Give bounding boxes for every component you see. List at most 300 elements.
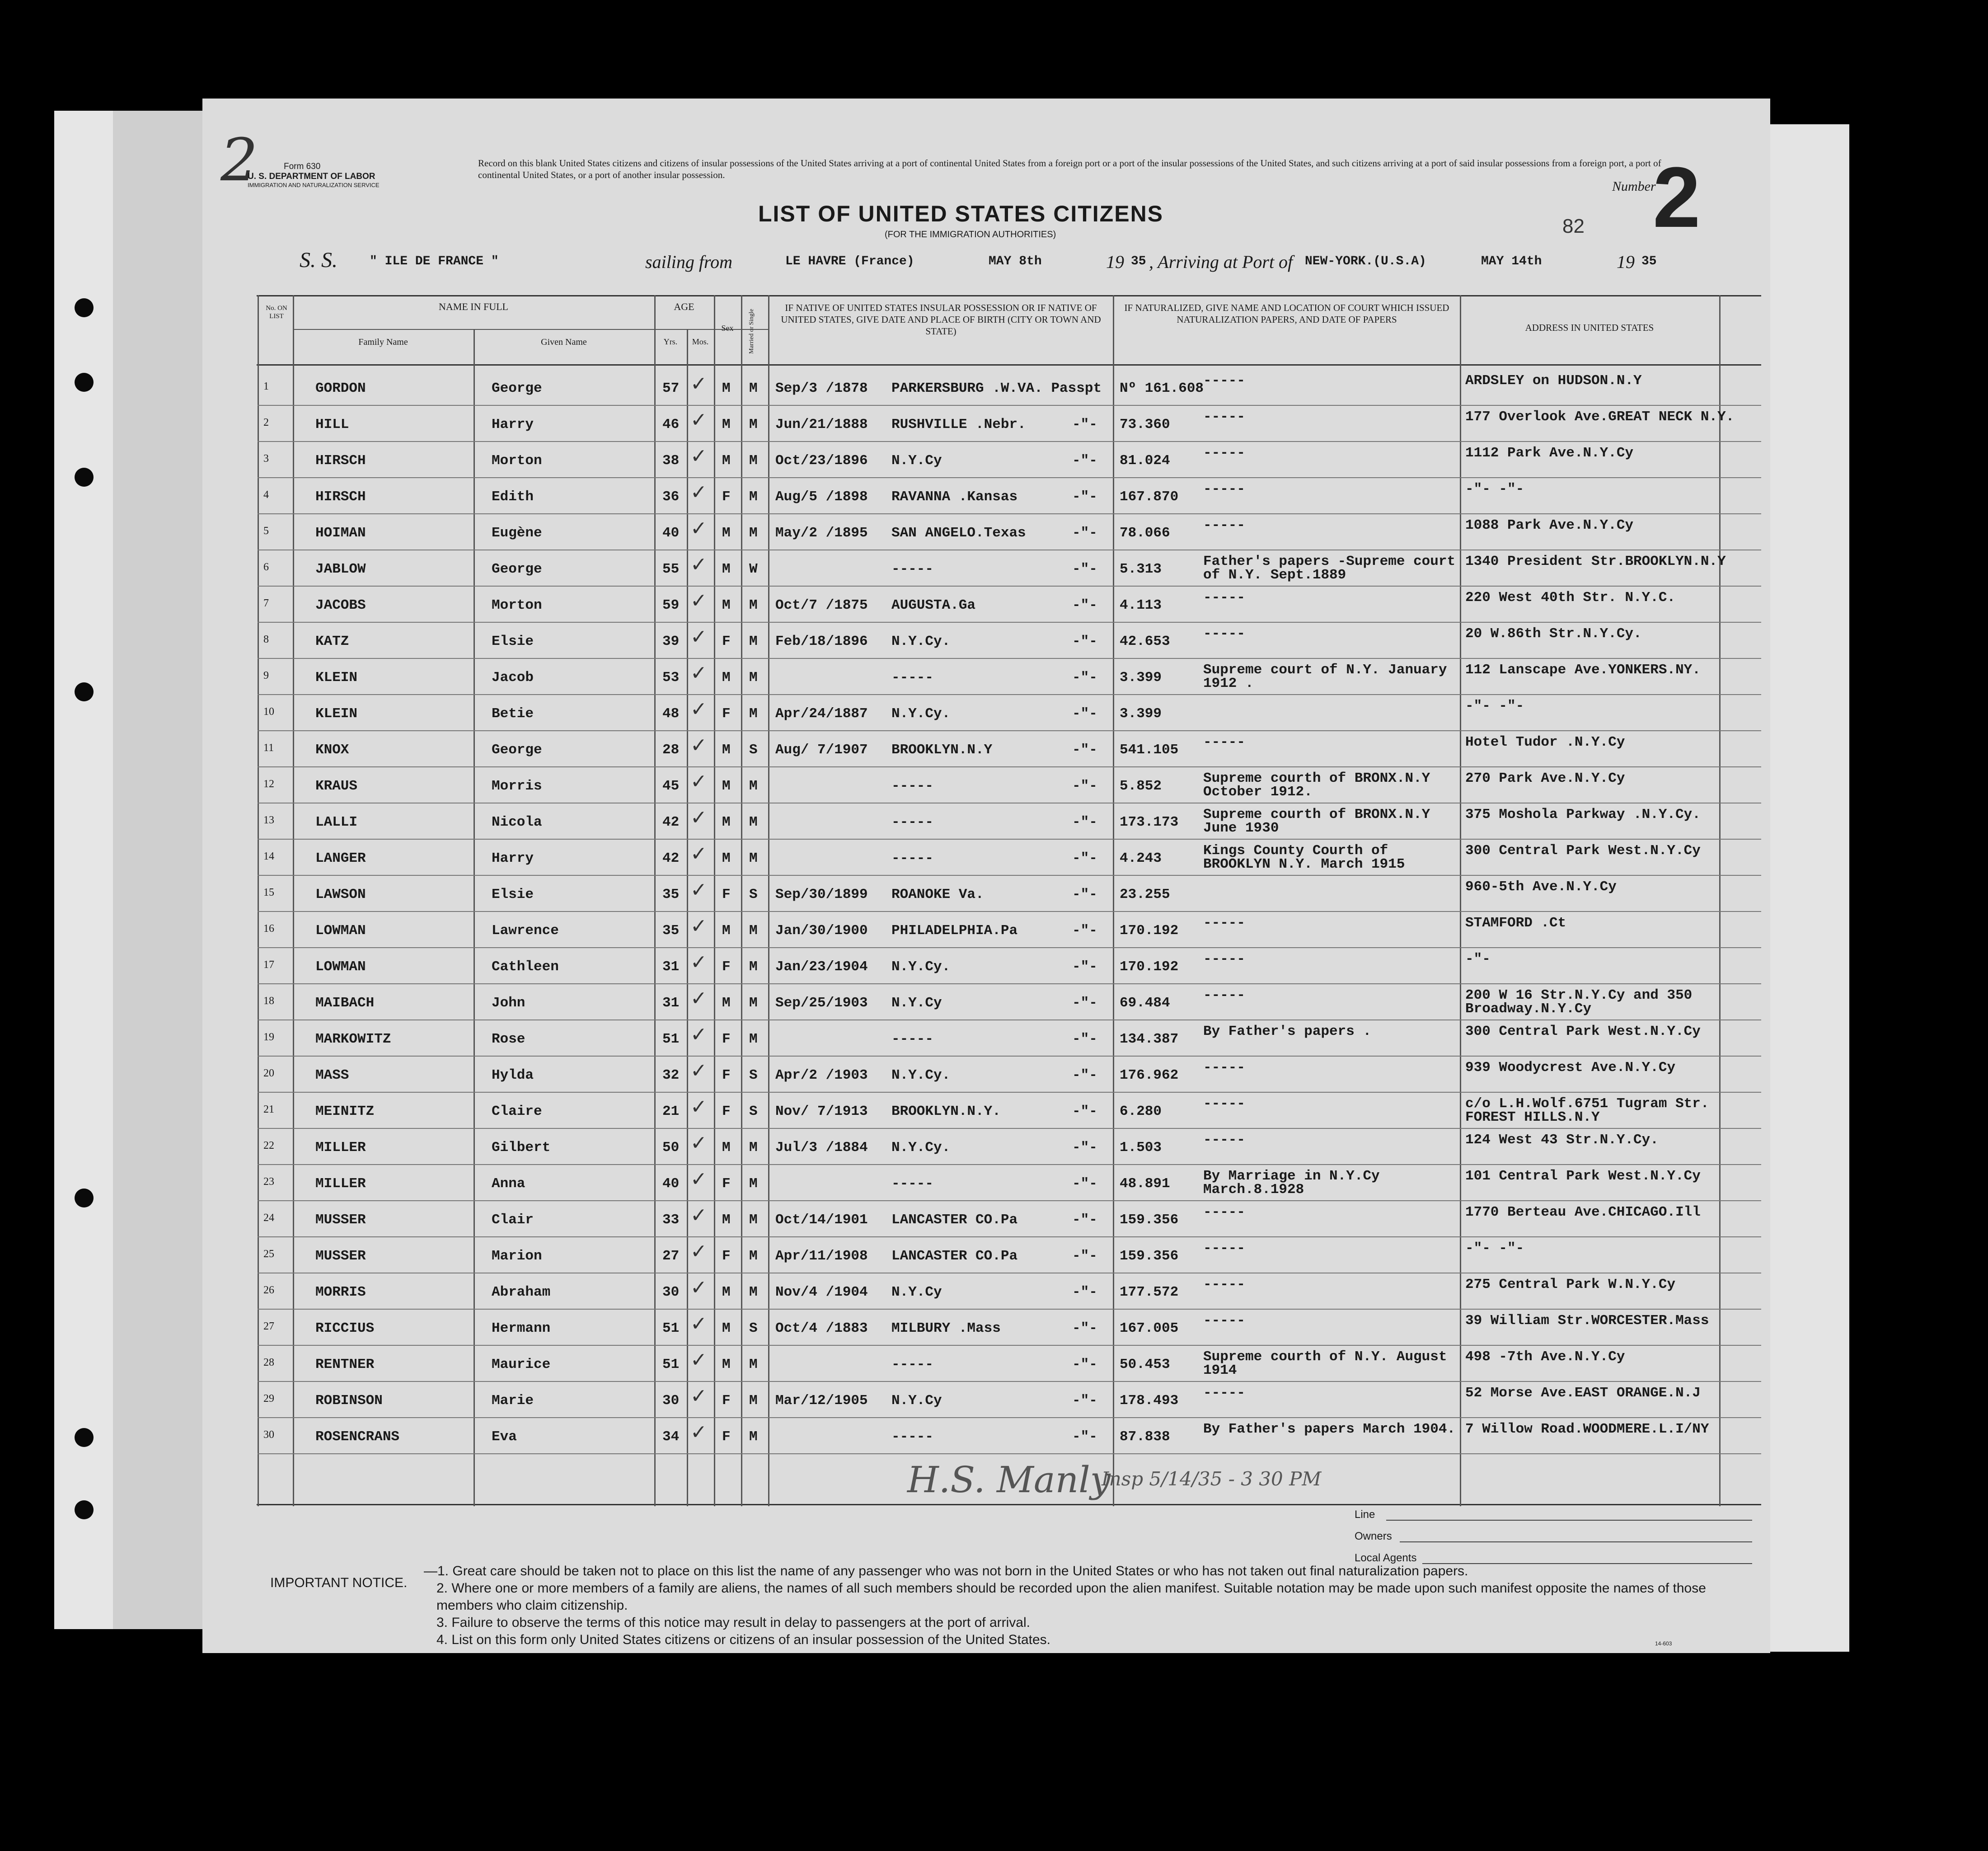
passport-number: 170.192 (1120, 923, 1179, 939)
sex: M (722, 1212, 731, 1228)
age-years: 53 (662, 670, 680, 686)
passport-number: 42.653 (1120, 634, 1170, 649)
given-name: George (492, 742, 542, 758)
check-mark: ✓ (690, 843, 707, 865)
birth-date: Sep/30/1899 (775, 887, 868, 902)
check-mark: ✓ (690, 481, 707, 503)
table-row (202, 1201, 1761, 1237)
us-address: 1340 President Str.BROOKLYN.N.Y (1465, 554, 1726, 569)
ditto-mark: -"- (1072, 453, 1097, 469)
sex: F (722, 1176, 731, 1192)
marital-status: M (749, 525, 758, 541)
ditto-mark: -"- (1072, 887, 1097, 902)
us-address: 270 Park Ave.N.Y.Cy (1465, 770, 1625, 786)
age-years: 32 (662, 1067, 680, 1083)
given-name: John (492, 995, 525, 1011)
check-mark: ✓ (690, 1204, 707, 1226)
row-number: 3 (263, 453, 269, 465)
naturalization-court: Kings County Courth of BROOKLYN N.Y. March 1915 (1203, 843, 1405, 872)
given-name: Claire (492, 1104, 542, 1119)
marital-status: M (749, 1357, 758, 1372)
us-address: 300 Central Park West.N.Y.Cy (1465, 843, 1701, 859)
check-mark: ✓ (690, 734, 707, 756)
naturalization-court: Father's papers -Supreme court of N.Y. Sept.1889 (1203, 554, 1456, 583)
table-row (202, 984, 1761, 1020)
birth-date: Jul/3 /1884 (775, 1140, 868, 1156)
given-name: Jacob (492, 670, 534, 686)
family-name: HOIMAN (315, 525, 366, 541)
passport-number: 167.870 (1120, 489, 1179, 505)
naturalization-court: ----- (1203, 1277, 1246, 1292)
row-number: 2 (263, 417, 269, 428)
ditto-mark: -"- (1072, 1212, 1097, 1228)
marital-status: M (749, 489, 758, 505)
row-number: 10 (263, 706, 274, 718)
birth-place: SAN ANGELO.Texas (891, 525, 1026, 541)
check-mark: ✓ (690, 1132, 707, 1154)
table-top-rule (257, 295, 1761, 296)
age-years: 27 (662, 1248, 680, 1264)
birth-date: Feb/18/1896 (775, 634, 868, 649)
birth-place: RUSHVILLE .Nebr. (891, 417, 1026, 432)
family-name: MUSSER (315, 1212, 366, 1228)
age-years: 33 (662, 1212, 680, 1228)
birth-date: Sep/25/1903 (775, 995, 868, 1011)
marital-status: M (749, 850, 758, 866)
header-name: NAME IN FULL (439, 301, 508, 312)
passport-number: 177.572 (1120, 1284, 1179, 1300)
naturalization-court: ----- (1203, 1204, 1246, 1220)
sex: M (722, 923, 731, 939)
family-name: JACOBS (315, 597, 366, 613)
header-address: ADDRESS IN UNITED STATES (1525, 322, 1654, 333)
age-years: 28 (662, 742, 680, 758)
table-row (202, 912, 1761, 948)
us-address: c/o L.H.Wolf.6751 Tugram Str. FOREST HILLS.N.Y (1465, 1096, 1709, 1125)
birth-place: ----- (891, 1176, 934, 1192)
notice-label: IMPORTANT NOTICE. (270, 1575, 408, 1590)
ditto-mark: -"- (1072, 561, 1097, 577)
check-mark: ✓ (690, 951, 707, 973)
naturalization-court: ----- (1203, 373, 1246, 389)
table-row (202, 1093, 1761, 1129)
given-name: Hylda (492, 1067, 534, 1083)
ditto-mark: -"- (1072, 959, 1097, 975)
given-name: Eva (492, 1429, 517, 1445)
print-code: 14-603 (1655, 1640, 1672, 1647)
family-name: KNOX (315, 742, 349, 758)
header-family: Family Name (358, 337, 408, 347)
sex: F (722, 1393, 731, 1409)
table-row (202, 514, 1761, 550)
notice-text (424, 1563, 1761, 1649)
us-address: -"- -"- (1465, 698, 1524, 714)
marital-status: M (749, 1393, 758, 1409)
form-number: Form 630 (284, 162, 321, 171)
marital-status: M (749, 670, 758, 686)
row-number: 1 (263, 381, 269, 392)
family-name: MUSSER (315, 1248, 366, 1264)
check-mark: ✓ (690, 626, 707, 648)
check-mark: ✓ (690, 517, 707, 540)
family-name: HIRSCH (315, 489, 366, 505)
passport-number: 87.838 (1120, 1429, 1170, 1445)
age-years: 30 (662, 1393, 680, 1409)
marital-status: M (749, 597, 758, 613)
marital-status: S (749, 1067, 758, 1083)
ditto-mark: -"- (1072, 489, 1097, 505)
age-years: 46 (662, 417, 680, 432)
birth-place: ----- (891, 850, 934, 866)
age-years: 38 (662, 453, 680, 469)
age-years: 35 (662, 923, 680, 939)
us-address: 52 Morse Ave.EAST ORANGE.N.J (1465, 1385, 1701, 1401)
birth-place: N.Y.Cy. (891, 1067, 951, 1083)
birth-place: N.Y.Cy. (891, 1140, 951, 1156)
us-address: 39 William Str.WORCESTER.Mass (1465, 1313, 1709, 1329)
check-mark: ✓ (690, 662, 707, 684)
given-name: Lawrence (492, 923, 559, 939)
check-mark: ✓ (690, 915, 707, 937)
family-name: RENTNER (315, 1357, 375, 1372)
family-name: MILLER (315, 1140, 366, 1156)
check-mark: ✓ (690, 590, 707, 612)
marital-status: W (749, 561, 758, 577)
us-address: 112 Lanscape Ave.YONKERS.NY. (1465, 662, 1701, 678)
arrival-port: NEW-YORK.(U.S.A) (1305, 254, 1426, 268)
birth-place: N.Y.Cy. (891, 959, 951, 975)
us-address: ARDSLEY on HUDSON.N.Y (1465, 373, 1642, 389)
naturalization-court: ----- (1203, 445, 1246, 461)
sail-year: 35 (1131, 254, 1146, 268)
us-address: 20 W.86th Str.N.Y.Cy. (1465, 626, 1642, 642)
row-number: 9 (263, 670, 269, 681)
us-address: Hotel Tudor .N.Y.Cy (1465, 734, 1625, 750)
check-mark: ✓ (690, 1168, 707, 1190)
ditto-mark: -"- (1072, 1393, 1097, 1409)
arrival-date: MAY 14th (1481, 254, 1542, 268)
birth-place: RAVANNA .Kansas (891, 489, 1018, 505)
birth-place: N.Y.Cy (891, 1284, 942, 1300)
passport-number: 541.105 (1120, 742, 1179, 758)
naturalization-court: ----- (1203, 626, 1246, 642)
passport-number: 167.005 (1120, 1320, 1179, 1336)
check-mark: ✓ (690, 1349, 707, 1371)
marital-status: S (749, 887, 758, 902)
family-name: LANGER (315, 850, 366, 866)
row-rule (258, 1453, 1761, 1454)
marital-status: M (749, 1284, 758, 1300)
table-row (202, 1237, 1761, 1273)
table-row (202, 442, 1761, 478)
birth-place: N.Y.Cy. (891, 634, 951, 649)
page-edge (113, 111, 204, 1629)
us-address: 498 -7th Ave.N.Y.Cy (1465, 1349, 1625, 1365)
birth-place: LANCASTER CO.Pa (891, 1212, 1018, 1228)
ditto-mark: -"- (1072, 1357, 1097, 1372)
table-row (202, 1020, 1761, 1057)
marital-status: S (749, 1320, 758, 1336)
service-name: IMMIGRATION AND NATURALIZATION SERVICE (248, 182, 380, 188)
ditto-mark: -"- (1072, 1031, 1097, 1047)
check-mark: ✓ (690, 987, 707, 1010)
naturalization-court: Supreme courth of BRONX.N.Y October 1912. (1203, 770, 1430, 800)
birth-date: May/2 /1895 (775, 525, 868, 541)
family-name: JABLOW (315, 561, 366, 577)
arriving-label: , Arriving at Port of (1149, 252, 1293, 272)
passport-number: 3.399 (1120, 670, 1162, 686)
family-name: MASS (315, 1067, 349, 1083)
check-mark: ✓ (690, 698, 707, 720)
birth-date: Nov/4 /1904 (775, 1284, 868, 1300)
given-name: Eugène (492, 525, 542, 541)
given-name: Elsie (492, 887, 534, 902)
marital-status: S (749, 742, 758, 758)
age-years: 45 (662, 778, 680, 794)
notice-item: 4. List on this form only United States citizens or citizens of an insular possession of the United States. (436, 1632, 1051, 1647)
us-address: 200 W 16 Str.N.Y.Cy and 350 Broadway.N.Y.Cy (1465, 987, 1693, 1017)
age-years: 31 (662, 995, 680, 1011)
ditto-mark: -"- (1072, 1104, 1097, 1119)
passport-number: 48.891 (1120, 1176, 1170, 1192)
sex: M (722, 597, 731, 613)
check-mark: ✓ (690, 1240, 707, 1263)
passport-number: 23.255 (1120, 887, 1170, 902)
row-number: 23 (263, 1176, 274, 1188)
binder-hole (75, 1428, 94, 1447)
birth-date: Oct/7 /1875 (775, 597, 868, 613)
passport-number: 4.113 (1120, 597, 1162, 613)
age-years: 40 (662, 1176, 680, 1192)
ditto-mark: -"- (1072, 1140, 1097, 1156)
given-name: Betie (492, 706, 534, 722)
us-address: 177 Overlook Ave.GREAT NECK N.Y. (1465, 409, 1735, 425)
given-name: Hermann (492, 1320, 551, 1336)
birth-place: N.Y.Cy (891, 453, 942, 469)
us-address: 375 Moshola Parkway .N.Y.Cy. (1465, 807, 1701, 822)
owners-field (1400, 1541, 1752, 1542)
page-subtitle: (FOR THE IMMIGRATION AUTHORITIES) (885, 230, 1056, 240)
binder-strip (54, 111, 117, 1629)
sex: M (722, 995, 731, 1011)
family-name: LAWSON (315, 887, 366, 902)
passport-number: 173.173 (1120, 814, 1179, 830)
ditto-mark: -"- (1072, 706, 1097, 722)
instructions-text: Record on this blank United States citizens and citizens of insular possessions of the United States arriving at a port of continental United States from a foreign port or a port of the insular possessions of the United States, and such citizens arriving at a port of said insular possessions from a foreign port, a port of continental United States, or a port of another insular possession. (478, 158, 1661, 180)
header-yrs: Yrs. (663, 337, 678, 346)
given-name: George (492, 561, 542, 577)
birth-date: Apr/2 /1903 (775, 1067, 868, 1083)
passport-number: 1.503 (1120, 1140, 1162, 1156)
family-name: LOWMAN (315, 959, 366, 975)
ditto-mark: -"- (1072, 923, 1097, 939)
row-number: 7 (263, 597, 269, 609)
check-mark: ✓ (690, 770, 707, 793)
row-number: 13 (263, 814, 274, 826)
year-prefix-2: 19 (1617, 252, 1635, 272)
ditto-mark: -"- (1072, 634, 1097, 649)
us-address: 101 Central Park West.N.Y.Cy (1465, 1168, 1701, 1184)
passport-number: 3.399 (1120, 706, 1162, 722)
line-label: Line (1355, 1508, 1375, 1521)
binder-hole (75, 373, 94, 392)
sail-date: MAY 8th (989, 254, 1042, 268)
marital-status: M (749, 995, 758, 1011)
check-mark: ✓ (690, 1313, 707, 1335)
check-mark: ✓ (690, 1385, 707, 1407)
year-prefix: 19 (1106, 252, 1124, 272)
given-name: Marion (492, 1248, 542, 1264)
family-name: ROSENCRANS (315, 1429, 400, 1445)
age-years: 48 (662, 706, 680, 722)
ditto-mark: -"- (1072, 1176, 1097, 1192)
family-name: KLEIN (315, 670, 358, 686)
sex: F (722, 634, 731, 649)
signature-note: Insp 5/14/35 - 3 30 PM (1102, 1468, 1322, 1490)
table-row (202, 659, 1761, 695)
table-row (202, 695, 1761, 731)
us-address: -"- -"- (1465, 1240, 1524, 1256)
birth-place: ROANOKE Va. (891, 887, 984, 902)
birth-date: Oct/23/1896 (775, 453, 868, 469)
passport-number: Nº 161.608 (1120, 381, 1204, 396)
marital-status: M (749, 1031, 758, 1047)
family-name: HIRSCH (315, 453, 366, 469)
check-mark: ✓ (690, 1024, 707, 1046)
row-number: 14 (263, 850, 274, 862)
naturalization-court: ----- (1203, 1096, 1246, 1112)
given-name: Anna (492, 1176, 525, 1192)
passport-number: 81.024 (1120, 453, 1170, 469)
family-name: HILL (315, 417, 349, 432)
given-name: Edith (492, 489, 534, 505)
check-mark: ✓ (690, 373, 707, 395)
row-number: 4 (263, 489, 269, 501)
sex: M (722, 1284, 731, 1300)
sex: M (722, 850, 731, 866)
us-address: 300 Central Park West.N.Y.Cy (1465, 1024, 1701, 1039)
given-name: Gilbert (492, 1140, 551, 1156)
ditto-mark: -"- (1072, 1429, 1097, 1445)
naturalization-court: By Marriage in N.Y.Cy March.8.1928 (1203, 1168, 1380, 1198)
birth-date: Jan/23/1904 (775, 959, 868, 975)
ditto-mark: -"- (1072, 417, 1097, 432)
family-name: KLEIN (315, 706, 358, 722)
number-label: Number (1612, 179, 1656, 194)
row-number: 18 (263, 995, 274, 1007)
family-name: LOWMAN (315, 923, 366, 939)
header-bottom-rule (257, 364, 1761, 366)
row-number: 25 (263, 1248, 274, 1260)
family-name: MAIBACH (315, 995, 375, 1011)
next-page-strip (1770, 124, 1849, 1652)
ditto-mark: -"- (1072, 814, 1097, 830)
marital-status: M (749, 706, 758, 722)
marital-status: M (749, 1176, 758, 1192)
family-name: GORDON (315, 381, 366, 396)
age-years: 35 (662, 887, 680, 902)
table-bottom-rule (257, 1504, 1761, 1505)
sex: M (722, 381, 731, 396)
sex: M (722, 814, 731, 830)
table-row (202, 1310, 1761, 1346)
ditto-mark: -"- (1072, 742, 1097, 758)
corner-mark: 2 (220, 126, 258, 194)
naturalization-court: Supreme court of N.Y. January 1912 . (1203, 662, 1447, 691)
table-row (202, 1129, 1761, 1165)
given-name: Nicola (492, 814, 542, 830)
table-row (202, 1057, 1761, 1093)
row-number: 20 (263, 1067, 274, 1079)
marital-status: M (749, 634, 758, 649)
ditto-mark: -"- (1072, 525, 1097, 541)
sex: M (722, 417, 731, 432)
row-number: 29 (263, 1393, 274, 1405)
header-sex: Sex (721, 324, 734, 333)
reference-number: 82 (1562, 215, 1585, 237)
given-name: Rose (492, 1031, 525, 1047)
passport-number: 4.243 (1120, 850, 1162, 866)
marital-status: M (749, 959, 758, 975)
check-mark: ✓ (690, 409, 707, 431)
header-age: AGE (674, 301, 694, 312)
header-married: Married or Single (748, 309, 755, 354)
row-number: 16 (263, 923, 274, 935)
arrival-year: 35 (1641, 254, 1657, 268)
given-name: Morton (492, 597, 542, 613)
age-years: 31 (662, 959, 680, 975)
family-name: MORRIS (315, 1284, 366, 1300)
row-number: 26 (263, 1284, 274, 1296)
us-address: 7 Willow Road.WOODMERE.L.I/NY (1465, 1421, 1709, 1437)
marital-status: M (749, 778, 758, 794)
naturalization-court: ----- (1203, 987, 1246, 1003)
table-row (202, 876, 1761, 912)
passport-number: 5.852 (1120, 778, 1162, 794)
sex: M (722, 525, 731, 541)
row-number: 24 (263, 1212, 274, 1224)
marital-status: M (749, 417, 758, 432)
passport-number: 5.313 (1120, 561, 1162, 577)
signature: H.S. Manly (907, 1459, 1111, 1501)
naturalization-court: ----- (1203, 1060, 1246, 1076)
naturalization-court: Supreme courth of N.Y. August 1914 (1203, 1349, 1447, 1378)
us-address: 1088 Park Ave.N.Y.Cy (1465, 517, 1634, 533)
age-years: 51 (662, 1031, 680, 1047)
naturalization-court: ----- (1203, 590, 1246, 606)
age-years: 51 (662, 1357, 680, 1372)
passport-number: 134.387 (1120, 1031, 1179, 1047)
given-name: Clair (492, 1212, 534, 1228)
us-address: 1112 Park Ave.N.Y.Cy (1465, 445, 1634, 461)
table-row (202, 587, 1761, 623)
marital-status: M (749, 923, 758, 939)
sex: M (722, 561, 731, 577)
passport-number: 170.192 (1120, 959, 1179, 975)
age-years: 36 (662, 489, 680, 505)
naturalization-court: By Father's papers March 1904. (1203, 1421, 1456, 1437)
row-number: 27 (263, 1320, 274, 1332)
birth-place: MILBURY .Mass (891, 1320, 1001, 1336)
naturalization-court: ----- (1203, 1240, 1246, 1256)
sex: F (722, 1429, 731, 1445)
family-name: MILLER (315, 1176, 366, 1192)
sex: M (722, 778, 731, 794)
age-years: 57 (662, 381, 680, 396)
check-mark: ✓ (690, 1096, 707, 1118)
age-years: 59 (662, 597, 680, 613)
check-mark: ✓ (690, 807, 707, 829)
